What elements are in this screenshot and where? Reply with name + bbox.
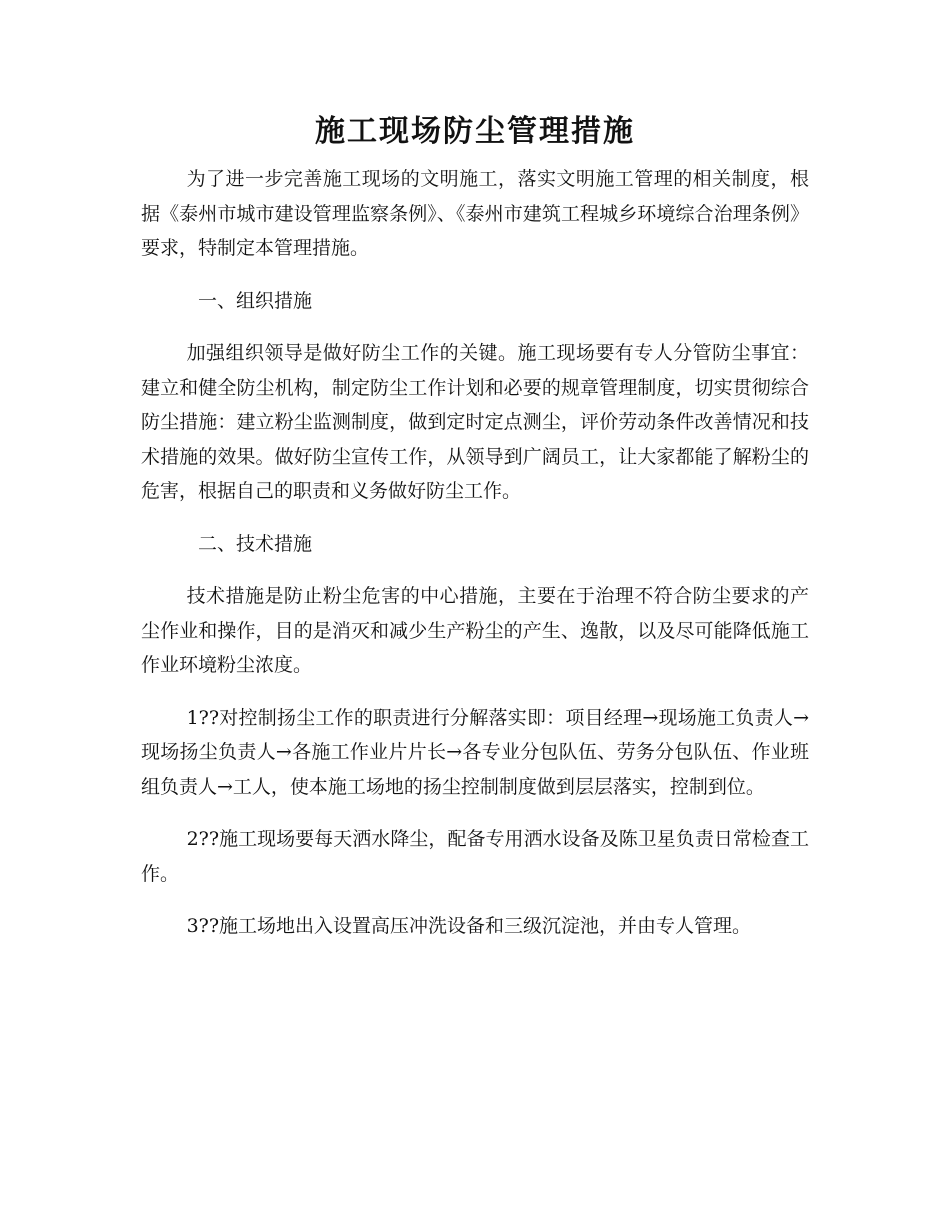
document-title: 施工现场防尘管理措施 <box>315 114 635 149</box>
section-body-organization: 加强组织领导是做好防尘工作的关键。施工现场要有专人分管防尘事宜：建立和健全防尘机构，制定防尘工作计划和必要的规章管理制度，切实贯彻综合防尘措施：建立粉尘监测制度，做到定时定点测尘，评价劳动条件改善情况和技术措施的效果。做好防尘宣传工作，从领导到广阔员工，让大家都能了解粉尘的危害，根据自己的职责和义务做好防尘工作。 <box>141 342 809 502</box>
list-item-3: 3??施工场地出入设置高压冲洗设备和三级沉淀池，并由专人管理。 <box>186 915 752 937</box>
section-heading-technical: 二、技术措施 <box>198 532 313 555</box>
document-page <box>141 102 809 944</box>
list-item-2: 2??施工现场要每天洒水降尘，配备专用洒水设备及陈卫星负责日常检查工作。 <box>141 828 809 885</box>
section-body-technical: 技术措施是防止粉尘危害的中心措施，主要在于治理不符合防尘要求的产尘作业和操作，目的是消灭和减少生产粉尘的产生、逸散，以及尽可能降低施工作业环境粉尘浓度。 <box>141 585 809 676</box>
list-item-1: 1??对控制扬尘工作的职责进行分解落实即：项目经理→现场施工负责人→现场扬尘负责人→各施工作业片片长→各专业分包队伍、劳务分包队伍、作业班组负责人→工人，使本施工场地的扬尘控制制度做到层层落实，控制到位。 <box>141 706 809 798</box>
intro-paragraph: 为了进一步完善施工现场的文明施工，落实文明施工管理的相关制度，根据《泰州市城市建设管理监察条例》、《泰州市建筑工程城乡环境综合治理条例》要求，特制定本管理措施。 <box>141 168 809 259</box>
section-heading-organization: 一、组织措施 <box>198 289 313 312</box>
